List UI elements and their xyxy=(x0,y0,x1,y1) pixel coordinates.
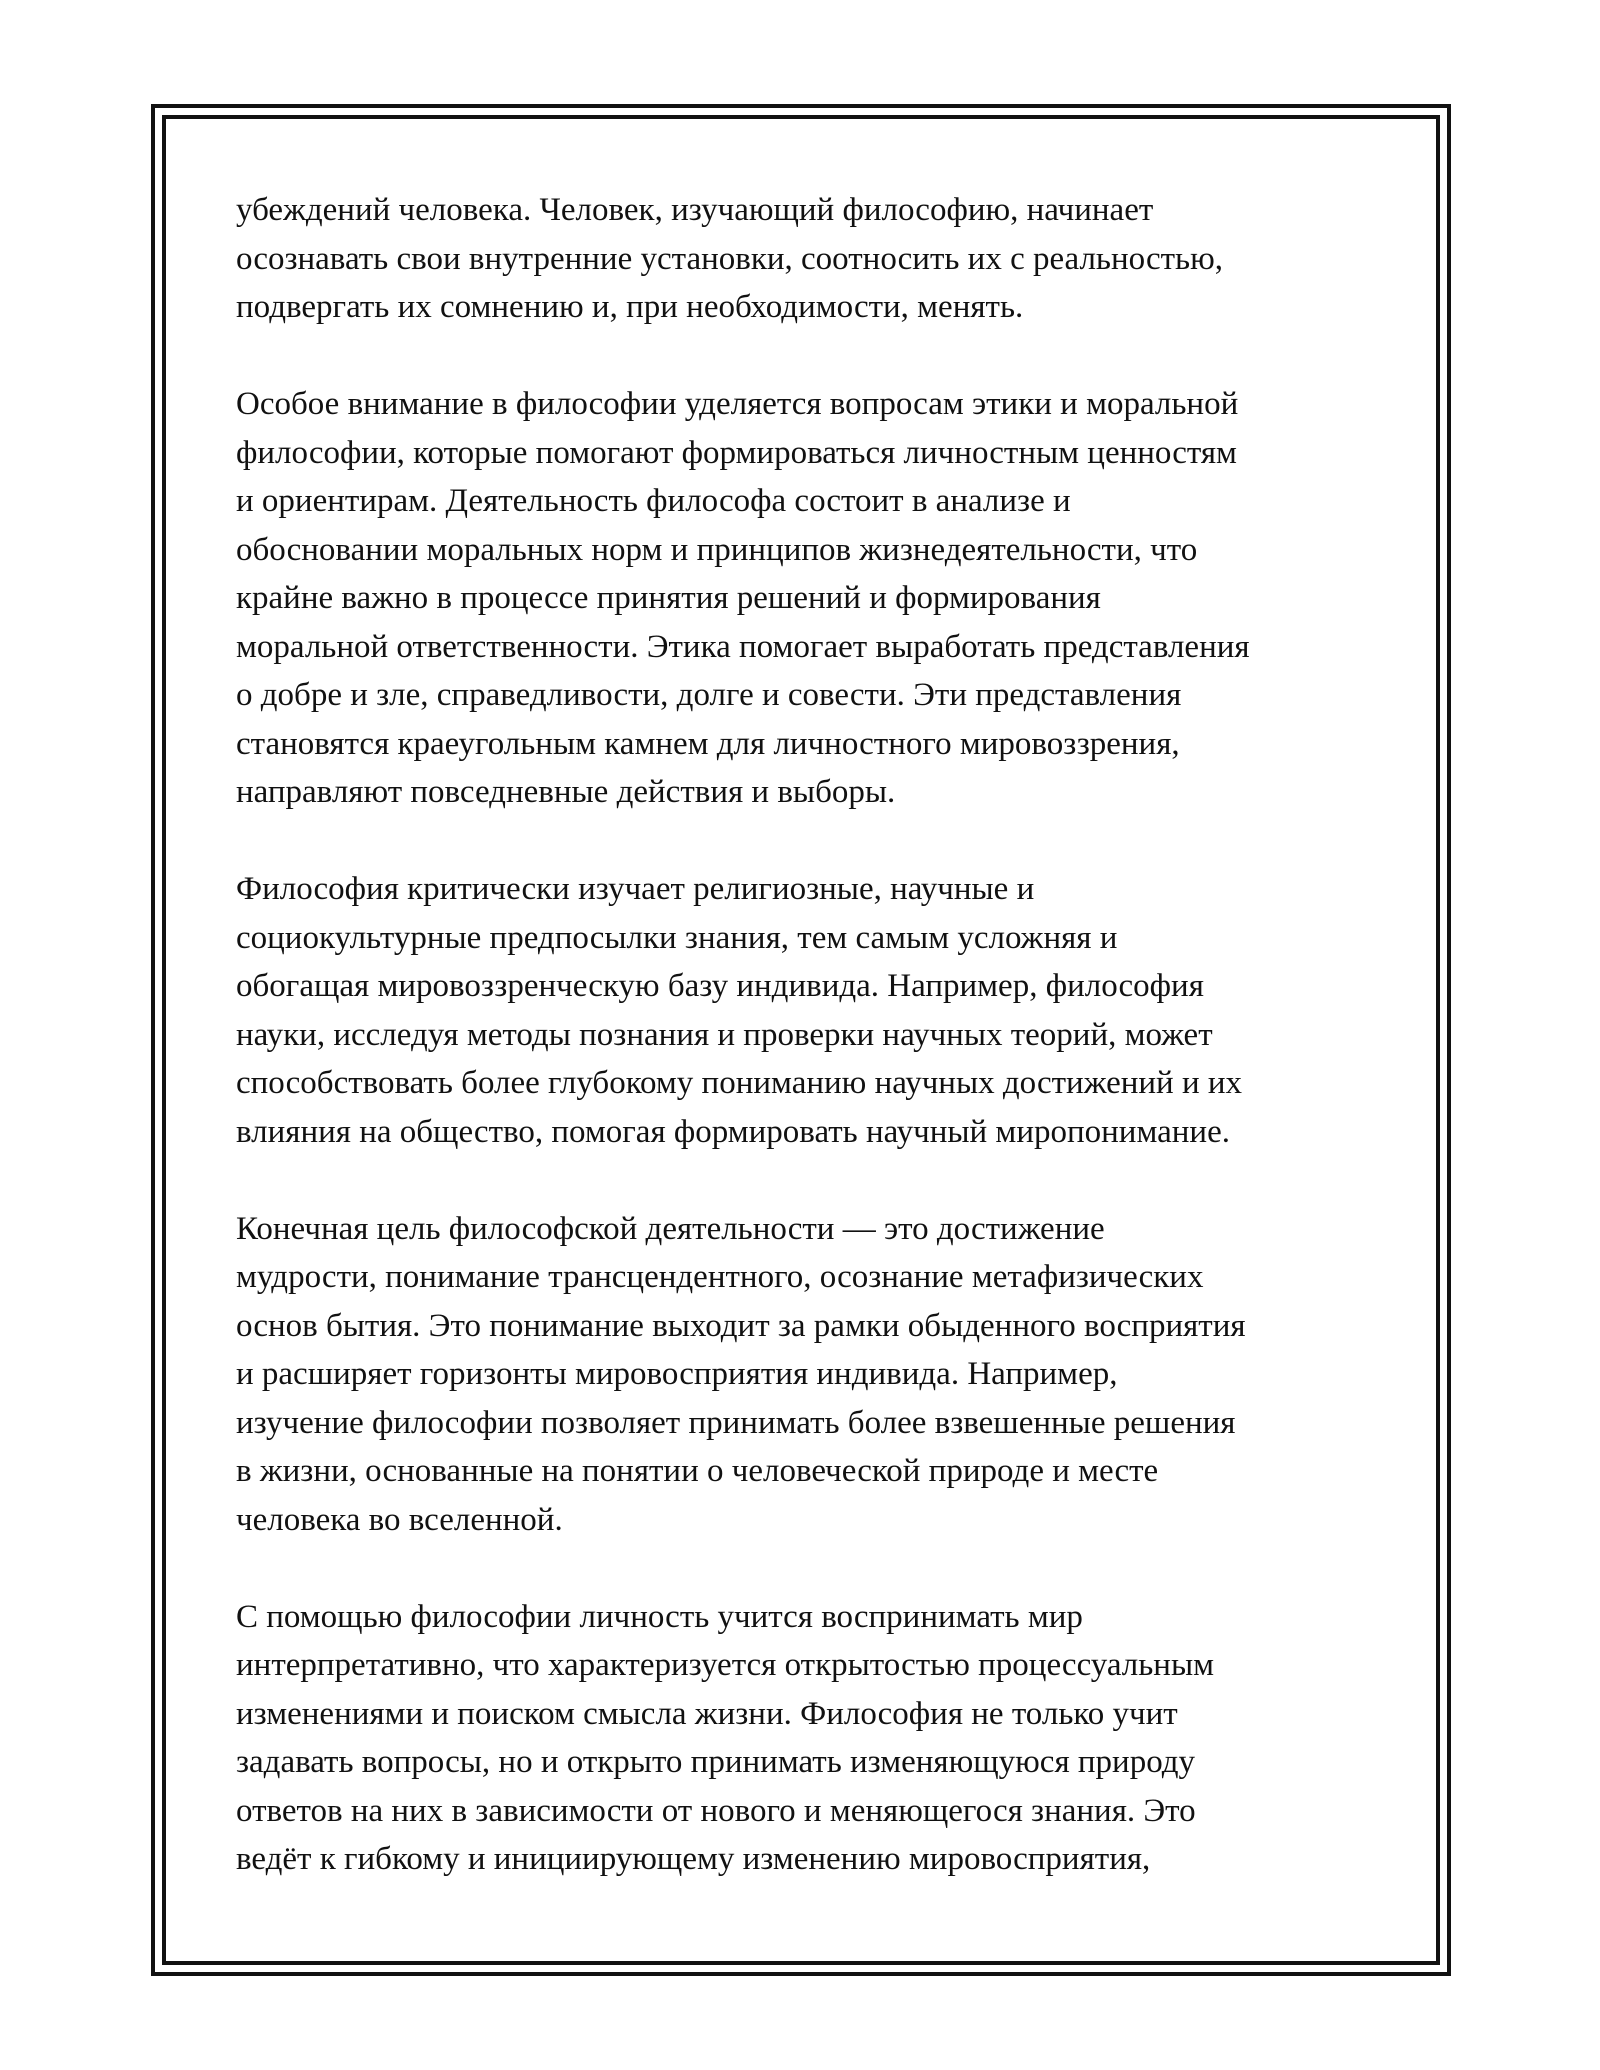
text-line: основ бытия. Это понимание выходит за рамки обыденного восприятия xyxy=(236,1307,1246,1344)
text-line: социокультурные предпосылки знания, тем самым усложняя и xyxy=(236,919,1118,956)
text-line: ведёт к гибкому и инициирующему изменению мировосприятия, xyxy=(236,1841,1151,1877)
paragraph-2 xyxy=(236,380,1376,817)
text-line: способствовать более глубокому пониманию научных достижений и их xyxy=(236,1065,1243,1101)
text-line: изучение философии позволяет принимать более взвешенные решения xyxy=(236,1404,1236,1441)
text-line: изменениями и поиском смысла жизни. Философия не только учит xyxy=(236,1695,1178,1732)
text-line: крайне важно в процессе принятия решений и формирования xyxy=(236,580,1101,616)
text-line: Особое внимание в философии уделяется вопросам этики и моральной xyxy=(236,386,1239,422)
text-line: осознавать свои внутренние установки, соотносить их с реальностью, xyxy=(236,240,1223,277)
text-line: С помощью философии личность учится воспринимать мир xyxy=(236,1598,1083,1635)
text-line: о добре и зле, справедливости, долге и совести. Эти представления xyxy=(236,677,1182,713)
text-line: человека во вселенной. xyxy=(236,1501,563,1538)
text-line: влияния на общество, помогая формировать научный миропонимание. xyxy=(236,1113,1230,1150)
text-line: подвергать их сомнению и, при необходимости, менять. xyxy=(236,289,1024,325)
text-line: и расширяет горизонты мировосприятия индивида. Например, xyxy=(236,1356,1118,1392)
paragraph-3 xyxy=(236,865,1376,1156)
paragraph-5 xyxy=(236,1593,1376,1884)
text-line: убеждений человека. Человек, изучающий философию, начинает xyxy=(236,192,1154,228)
text-line: философии, которые помогают формироваться личностным ценностям xyxy=(236,434,1237,471)
text-line: науки, исследуя методы познания и проверки научных теорий, может xyxy=(236,1016,1213,1053)
text-line: направляют повседневные действия и выборы. xyxy=(236,774,896,810)
text-line: интерпретативно, что характеризуется открытостью процессуальным xyxy=(236,1647,1215,1683)
text-line: задавать вопросы, но и открыто принимать изменяющуюся природу xyxy=(236,1744,1196,1780)
text-line: обосновании моральных норм и принципов жизнедеятельности, что xyxy=(236,531,1198,568)
text-line: становятся краеугольным камнем для личностного мировоззрения, xyxy=(236,725,1180,762)
text-line: в жизни, основанные на понятии о человеческой природе и месте xyxy=(236,1453,1159,1489)
document-body xyxy=(236,186,1376,1884)
text-line: Философия критически изучает религиозные, научные и xyxy=(236,871,1035,907)
text-line: и ориентирам. Деятельность философа состоит в анализе и xyxy=(236,483,1071,519)
text-line: Конечная цель философской деятельности — это достижение xyxy=(236,1210,1105,1247)
paragraph-4 xyxy=(236,1205,1376,1545)
text-line: моральной ответственности. Этика помогает выработать представления xyxy=(236,628,1250,665)
text-line: ответов на них в зависимости от нового и меняющегося знания. Это xyxy=(236,1792,1196,1829)
text-line: мудрости, понимание трансцендентного, осознание метафизических xyxy=(236,1259,1204,1295)
text-line: обогащая мировоззренческую базу индивида. Например, философия xyxy=(236,968,1204,1004)
paragraph-1 xyxy=(236,186,1376,332)
